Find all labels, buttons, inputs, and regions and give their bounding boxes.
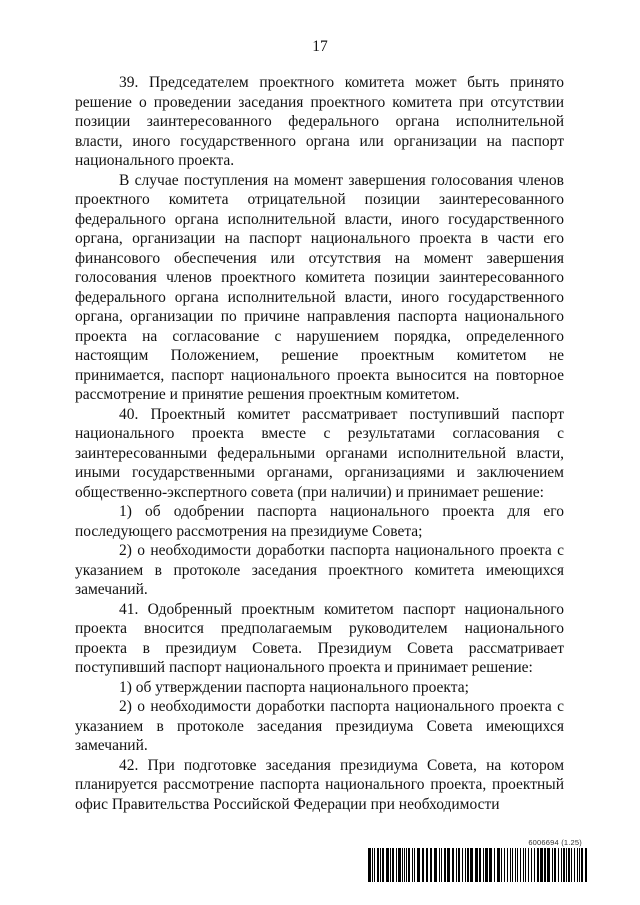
paragraph-42: 42. При подготовке заседания президиума Совета, на котором планируется рассмотрение паспорта национального проекта, проектный офис Правительства Российской Федерации при необходимости (75, 756, 564, 813)
paragraph-41-item-2: 2) о необходимости доработки паспорта национального проекта с указанием в протоколе заседания президиума Совета имеющихся замечаний. (75, 698, 564, 754)
paragraph-40: 40. Проектный комитет рассматривает поступивший паспорт национального проекта вместе с результатами согласования с заинтересованными федеральными органами исполнительной власти, иными государственными органами, организациями и заключением общественно-экспертного совета (при наличии) и принимает решение: (75, 405, 564, 501)
page-number: 17 (312, 38, 328, 55)
paragraph-40-item-2: 2) о необходимости доработки паспорта национального проекта с указанием в протоколе заседания проектного комитета имеющихся замечаний. (75, 542, 564, 598)
paragraph-41-item-1: 1) об утверждении паспорта национального проекта; (119, 678, 469, 696)
paragraph-39: 39. Председателем проектного комитета может быть принято решение о проведении заседания проектного комитета при отсутствии позиции заинтересованного федерального органа исполнительной власти, иного государственного органа или организации на паспорт национального проекта. (75, 74, 564, 169)
paragraph-41: 41. Одобренный проектным комитетом паспорт национального проекта вносится предполагаемым руководителем национального проекта в президиум Совета. Президиум Совета рассматривает поступивший паспорт национального проекта и принимает решение: (75, 600, 564, 676)
page-footer (366, 838, 592, 882)
paragraph-40-item-1: 1) об одобрении паспорта национального проекта для его последующего рассмотрения на президиуме Совета; (75, 503, 564, 540)
document-code: 6006694 (1.25) (528, 838, 582, 847)
paragraph-39-continuation: В случае поступления на момент завершения голосования членов проектного комитета отрицательной позиции заинтересованного федерального органа исполнительной власти, иного государственного органа, организации на паспорт национального проекта в части его финансового обеспечения или отсутствия на момент завершения голосования членов проектного комитета позиции заинтересованного федерального органа исполнительной власти, иного государственного органа, организации по причине направления паспорта национального проекта на согласование с нарушением порядка, определенного настоящим Положением, решение проектным комитетом не принимается, паспорт национального проекта выносится на повторное рассмотрение и принятие решения проектным комитетом. (75, 171, 564, 403)
document-body (75, 73, 564, 814)
barcode-icon (366, 848, 592, 882)
